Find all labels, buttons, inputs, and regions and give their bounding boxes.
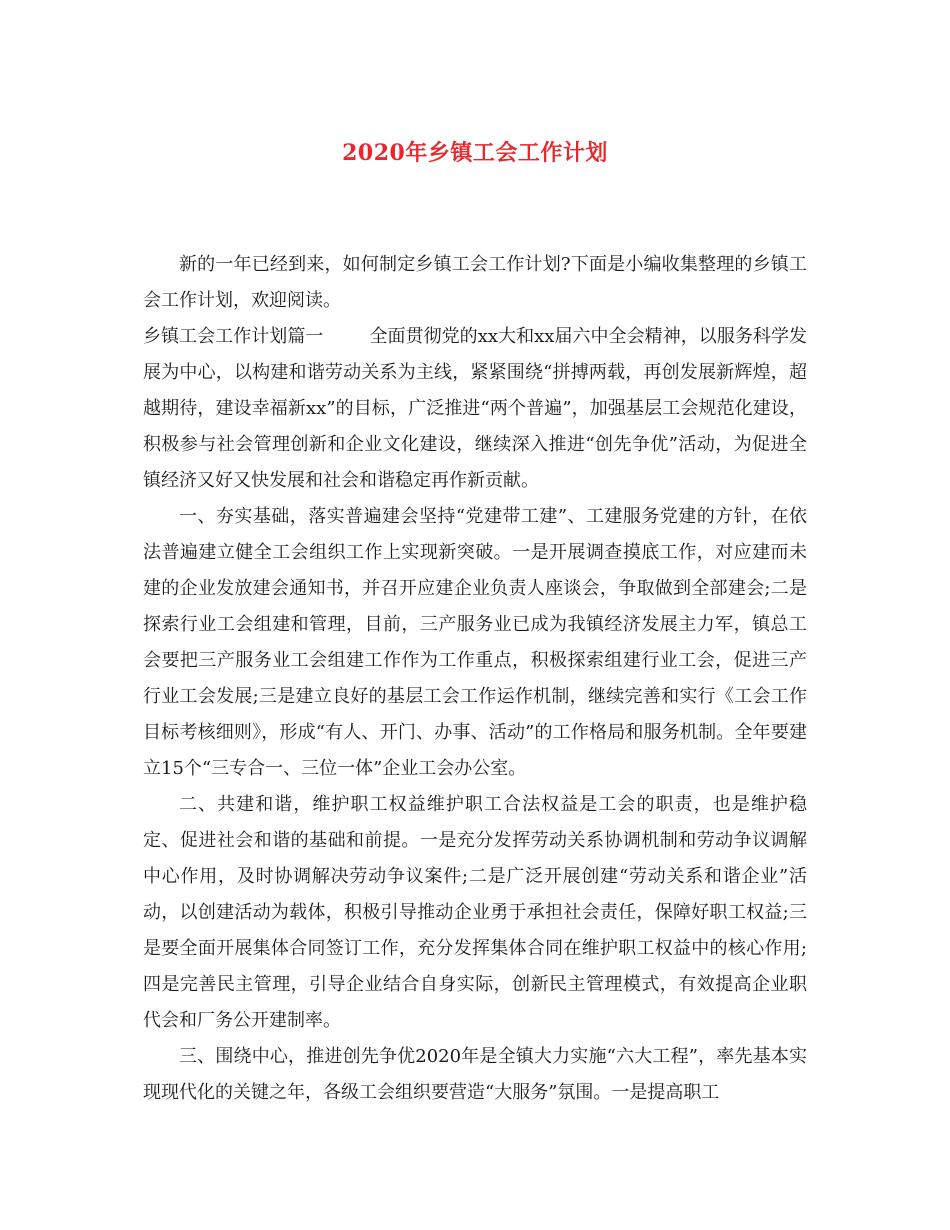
document-body (143, 247, 807, 1111)
body-paragraph-3: 三、围绕中心，推进创先争优2020年是全镇大力实施“六大工程”，率先基本实现现代化的关键之年，各级工会组织要营造“大服务”氛围。一是提高职工 (143, 1046, 807, 1103)
intro-paragraph: 新的一年已经到来，如何制定乡镇工会工作计划?下面是小编收集整理的乡镇工会工作计划，欢迎阅读。 (143, 254, 807, 311)
body-paragraph-1: 一、夯实基础，落实普遍建会坚持“党建带工建”、工建服务党建的方针，在依法普遍建立健全工会组织工作上实现新突破。一是开展调查摸底工作，对应建而未建的企业发放建会通知书，并召开应建企业负责人座谈会，争取做到全部建会;二是探索行业工会组建和管理，目前，三产服务业已成为我镇经济发展主力军，镇总工会要把三产服务业工会组建工作作为工作重点，积极探索组建行业工会，促进三产行业工会发展;三是建立良好的基层工会工作运作机制，继续完善和实行《工会工作目标考核细则》，形成“有人、开门、办事、活动”的工作格局和服务机制。全年要建立15个“三专合一、三位一体”企业工会办公室。 (143, 506, 807, 779)
page-title: 2020年乡镇工会工作计划 (342, 140, 608, 166)
section-label: 乡镇工会工作计划篇一 (143, 326, 324, 347)
section-paragraph (143, 319, 807, 499)
body-paragraph-2: 二、共建和谐，维护职工权益维护职工合法权益是工会的职责，也是维护稳定、促进社会和谐的基础和前提。一是充分发挥劳动关系协调机制和劳动争议调解中心作用，及时协调解决劳动争议案件;二是广泛开展创建“劳动关系和谐企业”活动，以创建活动为载体，积极引导推动企业勇于承担社会责任，保障好职工权益;三是要全面开展集体合同签订工作，充分发挥集体合同在维护职工权益中的核心作用;四是完善民主管理，引导企业结合自身实际，创新民主管理模式，有效提高企业职代会和厂务公开建制率。 (143, 794, 807, 1031)
section-lead-text: 全面贯彻党的xx大和xx届六中全会精神，以服务科学发展为中心，以构建和谐劳动关系为主线，紧紧围绕“拼搏两载，再创发展新辉煌，超越期待，建设幸福新xx”的目标，广泛推进“两个普遍”，加强基层工会规范化建设，积极参与社会管理创新和企业文化建设，继续深入推进“创先争优”活动，为促进全镇经济又好又快发展和社会和谐稳定再作新贡献。 (143, 326, 808, 491)
